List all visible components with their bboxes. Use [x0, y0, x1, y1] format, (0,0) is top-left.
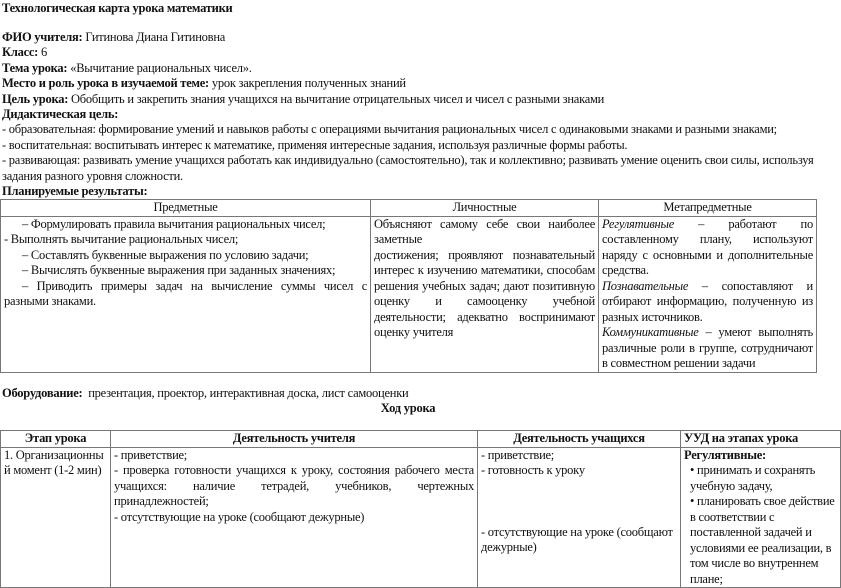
page-title: Технологическая карта урока математики [2, 1, 233, 15]
didactic-upbringing: - воспитательная: воспитывать интерес к математике, применяя интересные задания, используя различные формы работы. [2, 137, 628, 152]
didactic-developing: - развивающая: развивать умение учащихся работать как индивидуально (самостоятельно), так и коллективно; развивать умение оценить свои силы, используя задания разного уровня сложности. [2, 153, 814, 183]
planned-results-table [0, 199, 817, 373]
meta-cognitive: Познавательные – сопоставляют и отбирают информацию, полученную из разных источников. [602, 278, 813, 324]
teacher-item: - проверка готовности учащихся к уроку, состояния рабочего места учащихся: наличие тетрадей, учебников, чертежных принадлежностей; [114, 463, 474, 508]
header-stage: Этап урока [1, 431, 111, 448]
goal-line: Цель урока: Обобщить и закрепить знания учащихся на вычитание отрицательных чисел и чисел с разными знаками [2, 92, 605, 106]
stage-cell: 1. Организационный момент (1-2 мин) [1, 447, 111, 588]
subject-item: – Вычислять буквенные выражения при заданных значениях; [22, 263, 336, 277]
didactic-educational: - образовательная: формирование умений и навыков работы с операциями вычитания рациональных чисел с одинаковыми знаками и разными знаками; [2, 122, 777, 136]
subject-item: – Приводить примеры задач на вычисление суммы чисел с разными знаками. [4, 278, 367, 308]
didactic-goals [2, 122, 814, 184]
student-item: - готовность к уроку [481, 463, 585, 477]
didactic-label: Дидактическая цель: [2, 107, 119, 121]
personal-text: достижения; проявляют познавательный интерес к изучению математики, способам решения учебных задач; дают позитивную оценку и самооценку учебной деятельности; адекватно воспринимают оценку учителя [374, 247, 595, 339]
header-meta: Метапредметные [599, 200, 817, 217]
personal-results [371, 216, 599, 372]
uud-item: • принимать и сохранять учебную задачу, [690, 463, 837, 494]
teacher-activity [111, 447, 478, 588]
teacher-item: - отсутствующие на уроке (сообщают дежурные) [114, 509, 365, 524]
student-item: - отсутствующие на уроке (сообщают дежурные) [481, 524, 673, 554]
planned-label: Планируемые результаты: [2, 184, 148, 198]
course-title: Ход урока [380, 401, 436, 415]
meta-results [599, 216, 817, 372]
grade-line: Класс: 6 [2, 45, 47, 59]
subject-results [1, 216, 371, 372]
teacher-line: ФИО учителя: Гитинова Диана Гитиновна [2, 30, 226, 44]
header-personal: Личностные [371, 200, 599, 217]
topic-line: Тема урока: «Вычитание рациональных чисел». [2, 61, 252, 75]
equipment-line: Оборудование: презентация, проектор, интерактивная доска, лист самооценки [2, 386, 409, 400]
header-student-activity: Деятельность учащихся [478, 431, 681, 448]
header-uud: УУД на этапах урока [681, 431, 841, 448]
header-subject: Предметные [1, 200, 371, 217]
header-teacher-activity: Деятельность учителя [111, 431, 478, 448]
uud-cell [681, 447, 841, 588]
meta-regulative: Регулятивные – работают по составленному плану, используют наряду с основными и дополнительные средства. [602, 216, 813, 277]
subject-item: - Выполнять вычитание рациональных чисел; [4, 232, 239, 246]
uud-item: • планировать свое действие в соответствии с поставленной задачей и условиями ее реализации, в том числе во внутреннем плане; [690, 494, 837, 587]
subject-item: – Составлять буквенные выражения по условию задачи; [22, 247, 309, 262]
lesson-course-table [0, 430, 841, 588]
subject-item: – Формулировать правила вычитания рациональных чисел; [22, 216, 326, 231]
student-item: - приветствие; [481, 447, 555, 462]
student-activity [478, 447, 681, 588]
meta-communicative: Коммуникативные – умеют выполнять различные роли в группе, сотрудничают в совместном решении задачи [602, 325, 813, 370]
uud-label: Регулятивные: [684, 447, 766, 462]
personal-text: Объясняют самому себе свои наиболее заметные [374, 216, 595, 246]
teacher-item: - приветствие; [114, 447, 188, 462]
place-line: Место и роль урока в изучаемой теме: урок закрепления полученных знаний [2, 76, 406, 90]
